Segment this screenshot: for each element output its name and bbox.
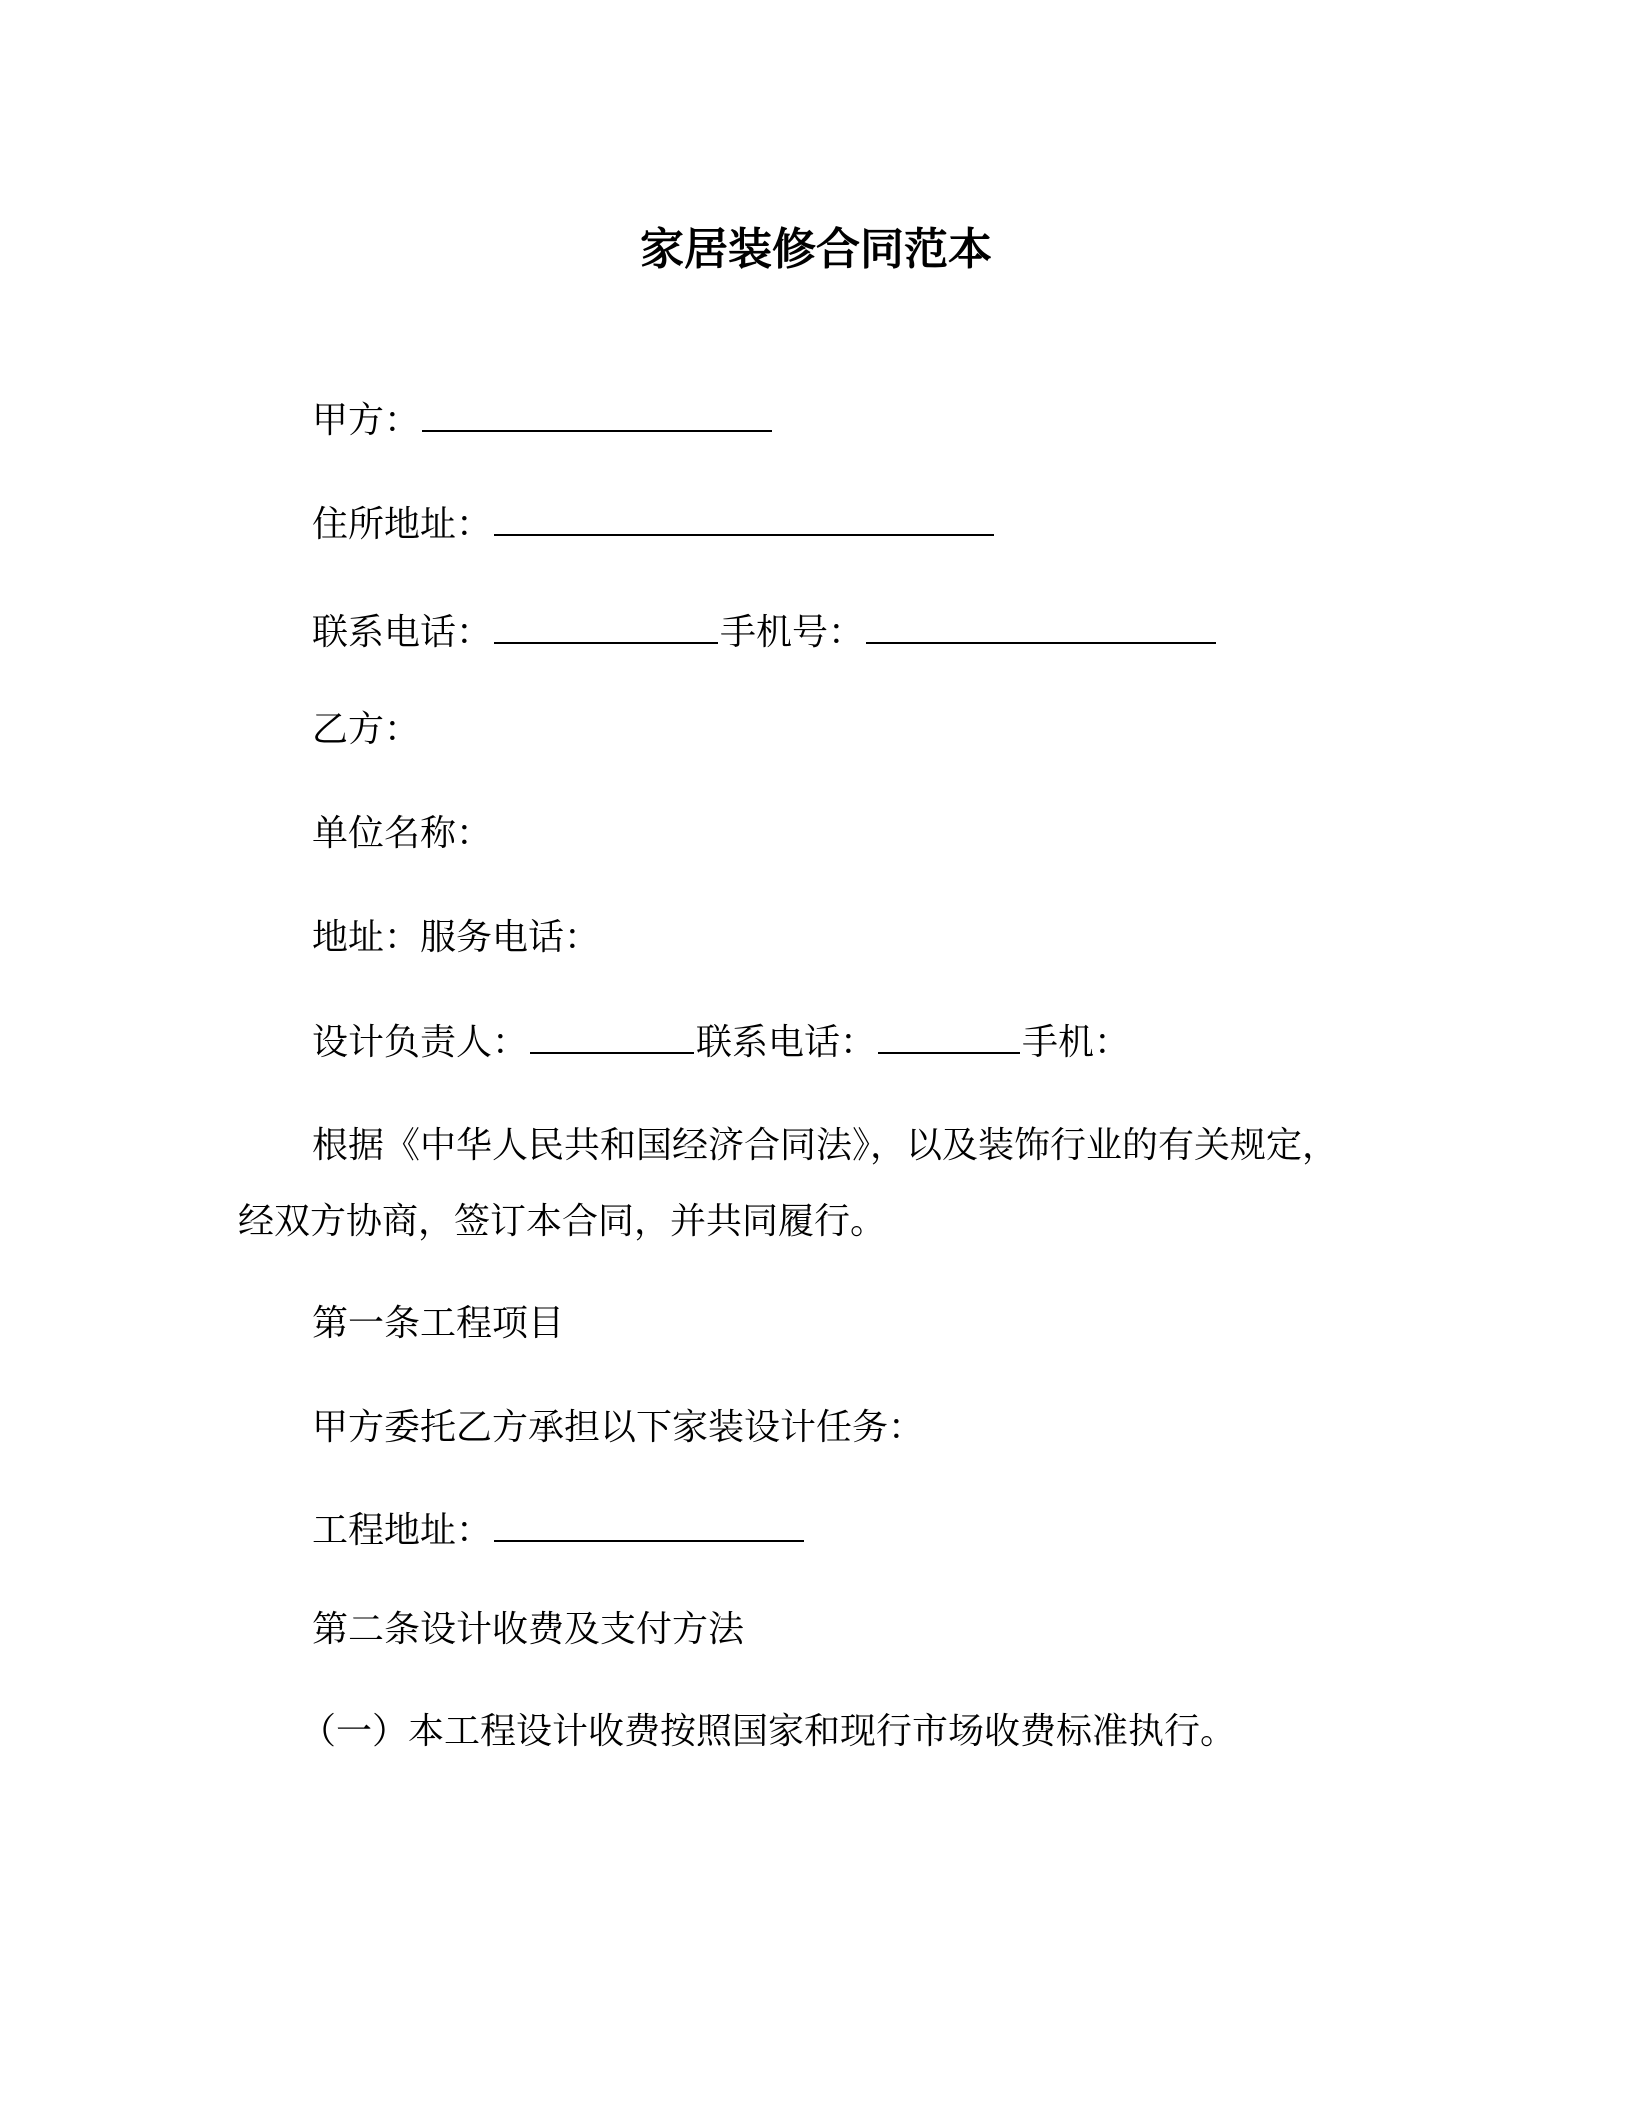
designer-mobile-label: 手机：	[1022, 1022, 1131, 1063]
article2-title: 第二条设计收费及支付方法	[312, 1609, 745, 1650]
designer-phone-blank	[878, 1018, 1020, 1054]
document-title: 家居装修合同范本	[640, 224, 992, 275]
address-line	[312, 500, 996, 549]
address-blank	[494, 500, 994, 536]
company-name-label: 单位名称：	[312, 813, 493, 854]
address-service-line	[312, 914, 600, 962]
project-address-label: 工程地址：	[312, 1510, 493, 1551]
project-address-blank	[494, 1506, 804, 1542]
contact-line	[312, 608, 1218, 657]
project-address-line	[312, 1506, 806, 1555]
designer-line	[312, 1018, 1130, 1067]
party-b-line	[312, 706, 420, 754]
address-label: 住所地址：	[312, 504, 493, 545]
party-a-blank	[422, 396, 772, 432]
contact-phone-blank	[494, 608, 718, 644]
designer-phone-label: 联系电话：	[696, 1022, 877, 1063]
party-b-label: 乙方：	[312, 709, 421, 750]
designer-blank	[530, 1018, 694, 1054]
intro-line-2: 经双方协商，签订本合同，并共同履行。	[238, 1201, 887, 1242]
company-name-line	[312, 810, 492, 858]
mobile-label: 手机号：	[720, 612, 865, 653]
designer-label: 设计负责人：	[312, 1022, 529, 1063]
article1-text: 甲方委托乙方承担以下家装设计任务：	[312, 1407, 925, 1448]
article1-title: 第一条工程项目	[312, 1303, 565, 1344]
contact-phone-label: 联系电话：	[312, 612, 493, 653]
mobile-blank	[866, 608, 1216, 644]
party-a-label: 甲方：	[312, 400, 421, 441]
party-a-line	[312, 396, 774, 445]
article2-item1: （一）本工程设计收费按照国家和现行市场收费标准执行。	[300, 1711, 1237, 1752]
address-service-label: 地址：服务电话：	[312, 917, 601, 958]
intro-line-1: 根据《中华人民共和国经济合同法》，以及装饰行业的有关规定，	[312, 1125, 1339, 1166]
